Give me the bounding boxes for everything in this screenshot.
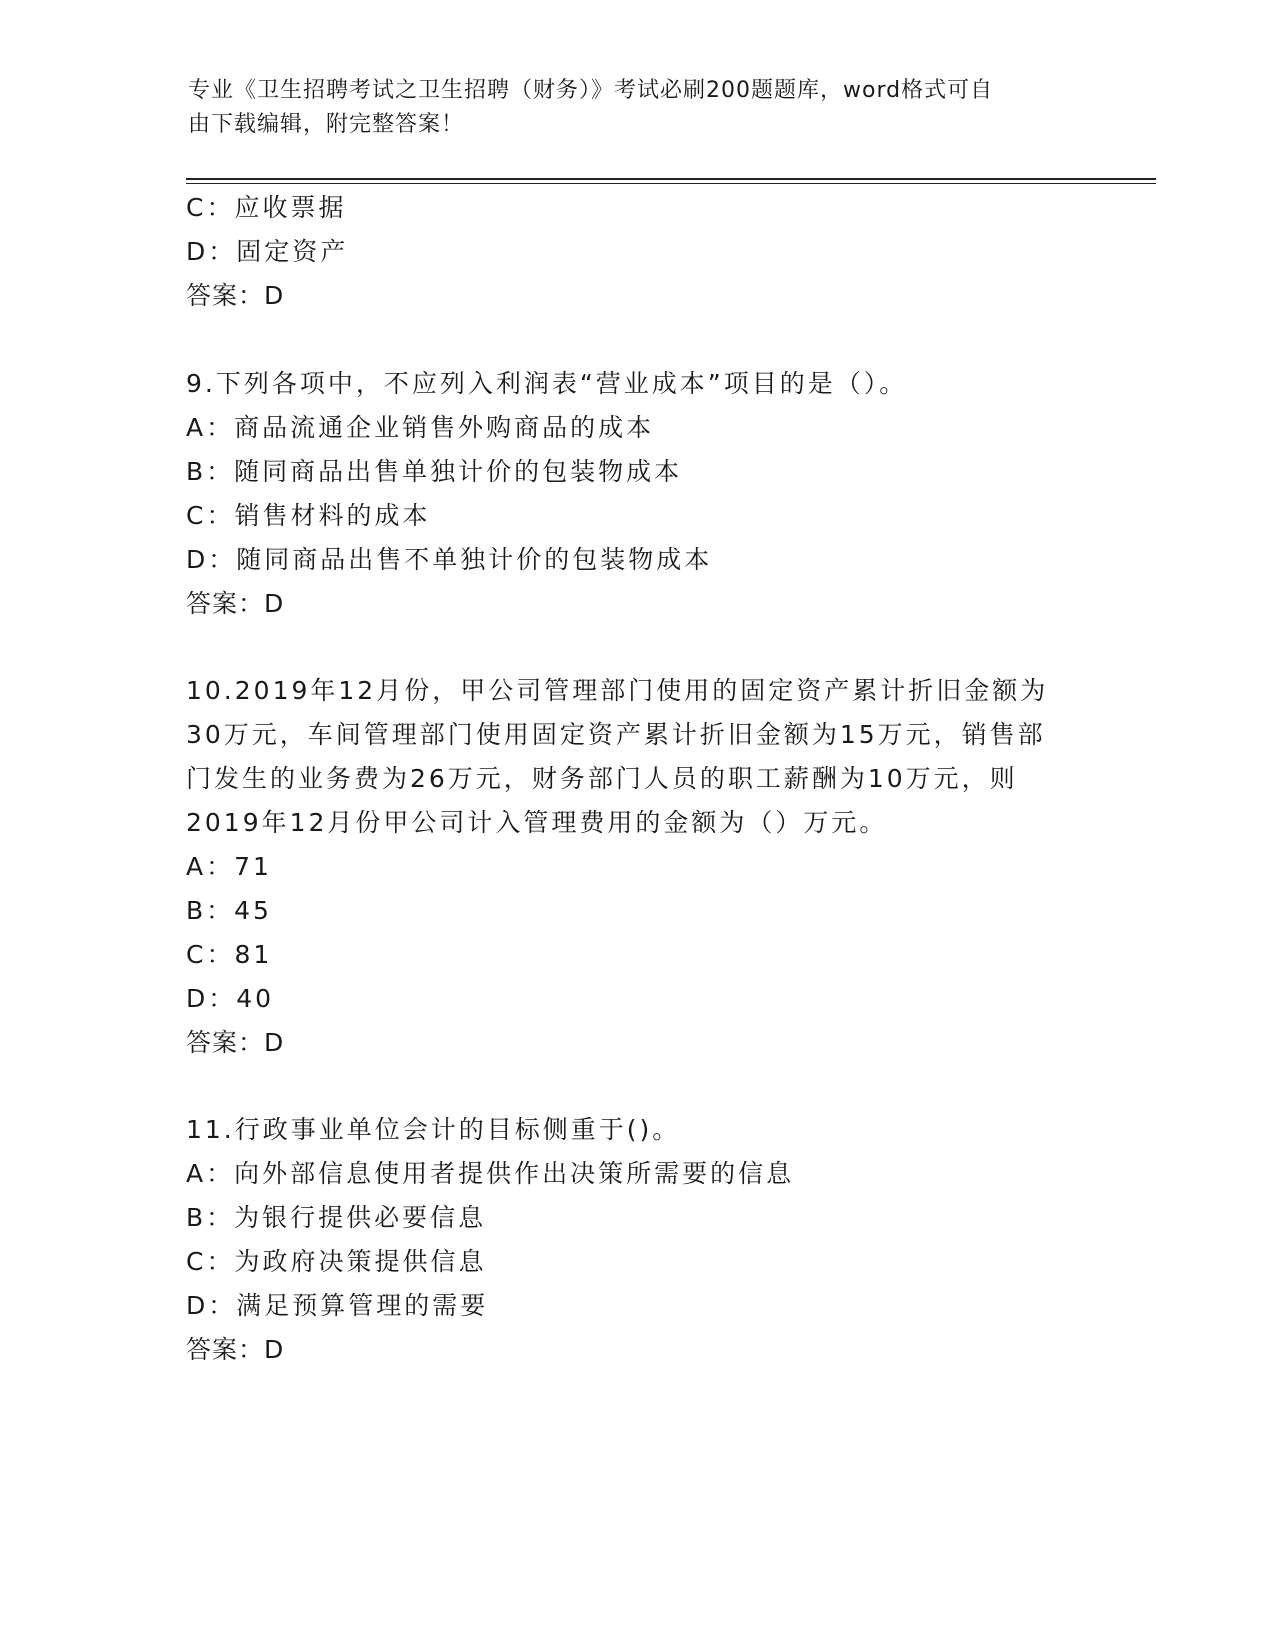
document-header <box>188 74 1088 142</box>
q9-answer: 答案：D <box>186 589 285 618</box>
q11-stem: 11.行政事业单位会计的目标侧重于()。 <box>186 1115 681 1144</box>
q9-option-d: D：随同商品出售不单独计价的包装物成本 <box>186 545 713 574</box>
q9-option-b: B：随同商品出售单独计价的包装物成本 <box>186 457 683 486</box>
prev-option-d: D：固定资产 <box>186 237 349 266</box>
q10-stem-line-2: 30万元，车间管理部门使用固定资产累计折旧金额为15万元，销售部 <box>186 720 1046 749</box>
q10-answer: 答案：D <box>186 1028 285 1057</box>
q10-stem-line-4: 2019年12月份甲公司计入管理费用的金额为（）万元。 <box>186 808 888 837</box>
q9-stem: 9.下列各项中，不应列入利润表“营业成本”项目的是（）。 <box>186 369 908 398</box>
header-divider-thin <box>186 183 1156 184</box>
q9-option-a: A：商品流通企业销售外购商品的成本 <box>186 413 655 442</box>
q11-option-a: A：向外部信息使用者提供作出决策所需要的信息 <box>186 1159 795 1188</box>
header-line-1: 专业《卫生招聘考试之卫生招聘（财务）》考试必刷200题题库，word格式可自 <box>188 78 994 103</box>
q10-stem-line-3: 门发生的业务费为26万元，财务部门人员的职工薪酬为10万元，则 <box>186 764 1018 793</box>
q10-option-b: B：45 <box>186 896 272 925</box>
q11-option-d: D：满足预算管理的需要 <box>186 1291 489 1320</box>
q10-stem-line-1: 10.2019年12月份，甲公司管理部门使用的固定资产累计折旧金额为 <box>186 676 1049 705</box>
q10-option-a: A：71 <box>186 852 272 881</box>
prev-answer: 答案：D <box>186 281 285 310</box>
prev-option-c: C：应收票据 <box>186 193 347 222</box>
q11-option-b: B：为银行提供必要信息 <box>186 1203 487 1232</box>
header-divider-thick <box>186 178 1156 180</box>
q9-option-c: C：销售材料的成本 <box>186 501 431 530</box>
q10-option-c: C：81 <box>186 940 273 969</box>
header-line-2: 由下载编辑，附完整答案！ <box>188 112 465 137</box>
q11-answer: 答案：D <box>186 1335 285 1364</box>
q10-option-d: D：40 <box>186 984 275 1013</box>
q11-option-c: C：为政府决策提供信息 <box>186 1247 487 1276</box>
